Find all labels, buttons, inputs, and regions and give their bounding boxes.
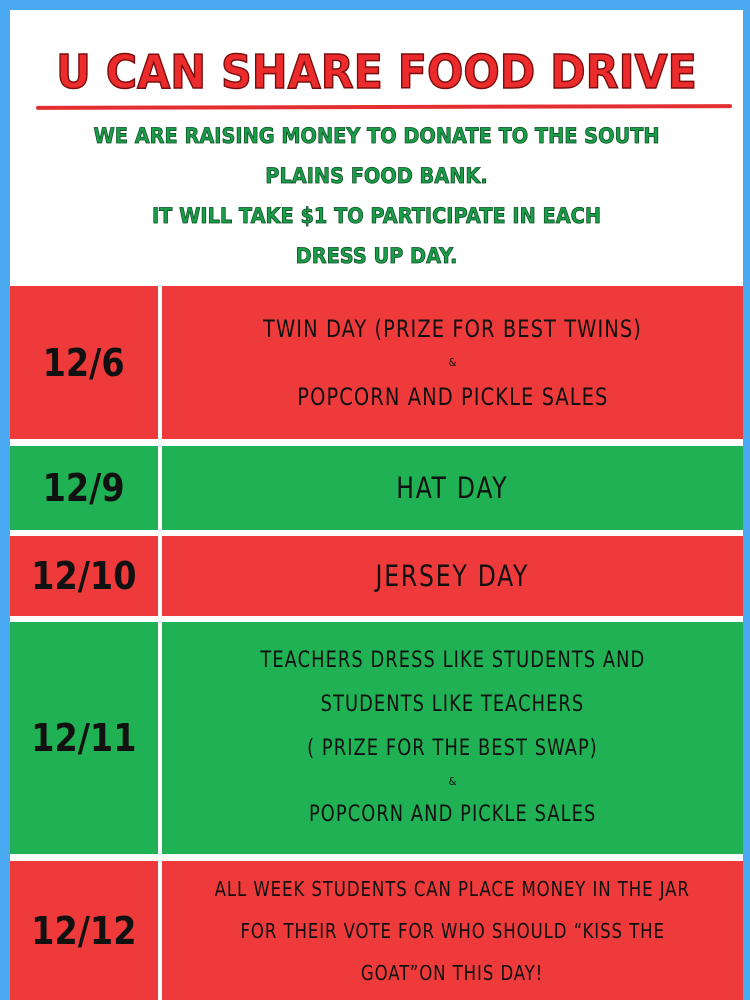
description-line: POPCORN AND PICKLE SALES [308, 802, 597, 827]
schedule-description [162, 861, 743, 1000]
subtitle-line: IT WILL TAKE $1 TO PARTICIPATE IN EACH [151, 204, 602, 228]
schedule-date: 12/11 [31, 716, 137, 760]
schedule-description [162, 536, 743, 616]
schedule-description [162, 286, 743, 439]
description-line: TEACHERS DRESS LIKE STUDENTS AND [260, 648, 645, 673]
schedule-description [162, 446, 743, 530]
title-underline [36, 104, 732, 110]
ampersand: & [448, 355, 457, 369]
description-line: GOAT”ON THIS DAY! [361, 960, 544, 985]
schedule-date: 12/10 [31, 554, 137, 598]
subtitle-line: PLAINS FOOD BANK. [265, 164, 488, 188]
ampersand: & [448, 775, 457, 788]
description-line: TWIN DAY (PRIZE FOR BEST TWINS) [263, 314, 642, 343]
schedule-row-12-6 [10, 286, 743, 439]
schedule-row-12-12 [10, 861, 743, 1000]
description-line: JERSEY DAY [375, 559, 530, 593]
schedule-date: 12/6 [42, 340, 126, 385]
flyer-title: U CAN SHARE FOOD DRIVE [56, 45, 697, 99]
description-line: STUDENTS LIKE TEACHERS [320, 692, 585, 717]
description-line: POPCORN AND PICKLE SALES [296, 382, 609, 411]
description-line: ALL WEEK STUDENTS CAN PLACE MONEY IN THE JAR [214, 876, 691, 901]
subtitle-line: WE ARE RAISING MONEY TO DONATE TO THE SOUTH [93, 124, 660, 148]
flyer-subtitle [10, 116, 743, 276]
description-line: HAT DAY [396, 471, 509, 505]
subtitle-line: DRESS UP DAY. [295, 244, 458, 268]
flyer [10, 10, 743, 1000]
description-line: FOR THEIR VOTE FOR WHO SHOULD “KISS THE [240, 918, 665, 943]
schedule-row-12-10 [10, 536, 743, 616]
schedule-description [162, 622, 743, 854]
schedule-date: 12/12 [31, 908, 137, 953]
flyer-header [10, 10, 743, 276]
schedule-row-12-11 [10, 622, 743, 854]
description-line: ( PRIZE FOR THE BEST SWAP) [307, 736, 598, 761]
schedule-row-12-9 [10, 446, 743, 530]
schedule-date: 12/9 [42, 466, 126, 510]
